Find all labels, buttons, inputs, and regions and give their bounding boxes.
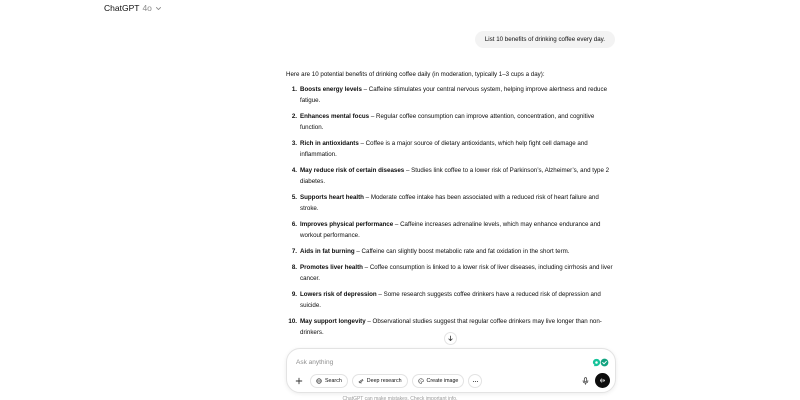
benefit-title: Aids in fat burning <box>300 248 355 255</box>
list-item <box>286 138 616 160</box>
list-item-number: 9. <box>291 291 297 298</box>
benefit-title: May support longevity <box>300 318 366 325</box>
benefit-list <box>286 84 616 338</box>
benefit-description: – Moderate coffee intake has been associated with a reduced risk of heart failure and stroke. <box>300 194 599 212</box>
list-item-number: 5. <box>291 194 297 201</box>
list-item <box>286 262 616 284</box>
more-tools-button[interactable] <box>468 374 482 388</box>
benefit-description: – Coffee consumption is linked to a lower risk of liver diseases, including cirrhosis and liver cancer. <box>300 264 613 282</box>
footer-disclaimer: ChatGPT can make mistakes. Check important info. <box>342 396 458 400</box>
benefit-title: Lowers risk of depression <box>300 291 377 298</box>
telescope-icon <box>358 378 364 384</box>
model-selector[interactable] <box>104 3 162 13</box>
benefit-description: – Caffeine increases adrenaline levels, which may enhance endurance and workout performance. <box>300 221 601 239</box>
deep-research-button[interactable] <box>352 374 408 388</box>
voice-mode-button[interactable] <box>595 373 610 388</box>
create-image-label: Create image <box>426 378 459 384</box>
benefit-description: – Observational studies suggest that regular coffee drinkers may live longer than non-drinkers. <box>300 318 602 336</box>
benefit-title: Promotes liver health <box>300 264 363 271</box>
list-item-number: 1. <box>291 86 297 93</box>
benefit-description: – Caffeine stimulates your central nervous system, helping improve alertness and reduce fatigue. <box>300 86 608 104</box>
model-name: ChatGPT <box>104 3 140 13</box>
assistant-intro: Here are 10 potential benefits of drinking coffee daily (in moderation, typically 1–3 cups a day): <box>286 71 545 78</box>
list-item <box>286 219 616 241</box>
list-item <box>286 246 616 257</box>
list-item <box>286 165 616 187</box>
user-message-bubble <box>475 31 615 48</box>
composer <box>286 348 616 393</box>
assistant-extension-icon[interactable] <box>600 358 609 367</box>
arrow-down-icon <box>447 335 454 342</box>
scroll-to-bottom-button[interactable] <box>444 332 457 345</box>
top-bar <box>0 0 800 18</box>
list-item <box>286 289 616 311</box>
list-item <box>286 111 616 133</box>
benefit-description: – Caffeine can slightly boost metabolic rate and fat oxidation in the short term. <box>354 248 570 255</box>
voice-waveform-icon <box>599 377 606 384</box>
user-message-text: List 10 benefits of drinking coffee every day. <box>484 36 605 43</box>
benefit-title: May reduce risk of certain diseases <box>300 167 405 174</box>
list-item-number: 6. <box>291 221 297 228</box>
create-image-button[interactable] <box>412 374 465 388</box>
palette-icon <box>418 378 424 384</box>
list-item-number: 4. <box>291 167 297 174</box>
benefit-description: – Some research suggests coffee drinkers have a reduced risk of depression and suicide. <box>300 291 601 309</box>
deep-research-label: Deep research <box>366 378 402 384</box>
list-item-number: 7. <box>291 248 297 255</box>
microphone-icon <box>582 377 589 385</box>
benefit-title: Boosts energy levels <box>300 86 362 93</box>
globe-icon <box>316 378 322 384</box>
assistant-message <box>286 69 616 343</box>
dictate-button[interactable] <box>579 375 591 387</box>
composer-toolbar <box>292 374 482 388</box>
prompt-input[interactable] <box>296 356 586 368</box>
benefit-description: – Regular coffee consumption can improve attention, concentration, and cognitive function. <box>300 113 595 131</box>
list-item-number: 10. <box>288 318 297 325</box>
model-version: 4o <box>142 3 152 13</box>
search-button[interactable] <box>310 374 348 388</box>
benefit-title: Improves physical performance <box>300 221 394 228</box>
benefit-title: Supports heart health <box>300 194 364 201</box>
benefit-title: Rich in antioxidants <box>300 140 359 147</box>
benefit-title: Enhances mental focus <box>300 113 370 120</box>
benefit-description: – Coffee is a major source of dietary antioxidants, which help fight cell damage and inflammation. <box>300 140 588 158</box>
search-button-label: Search <box>325 378 342 384</box>
plus-icon <box>295 377 303 385</box>
benefit-description: – Studies link coffee to a lower risk of Parkinson’s, Alzheimer’s, and type 2 diabetes. <box>300 167 610 185</box>
list-item-number: 8. <box>291 264 297 271</box>
list-item <box>286 192 616 214</box>
list-item-number: 2. <box>291 113 297 120</box>
attach-button[interactable] <box>292 374 306 388</box>
list-item <box>286 84 616 106</box>
more-horizontal-icon <box>472 378 479 385</box>
chevron-down-icon <box>155 5 162 12</box>
list-item-number: 3. <box>291 140 297 147</box>
